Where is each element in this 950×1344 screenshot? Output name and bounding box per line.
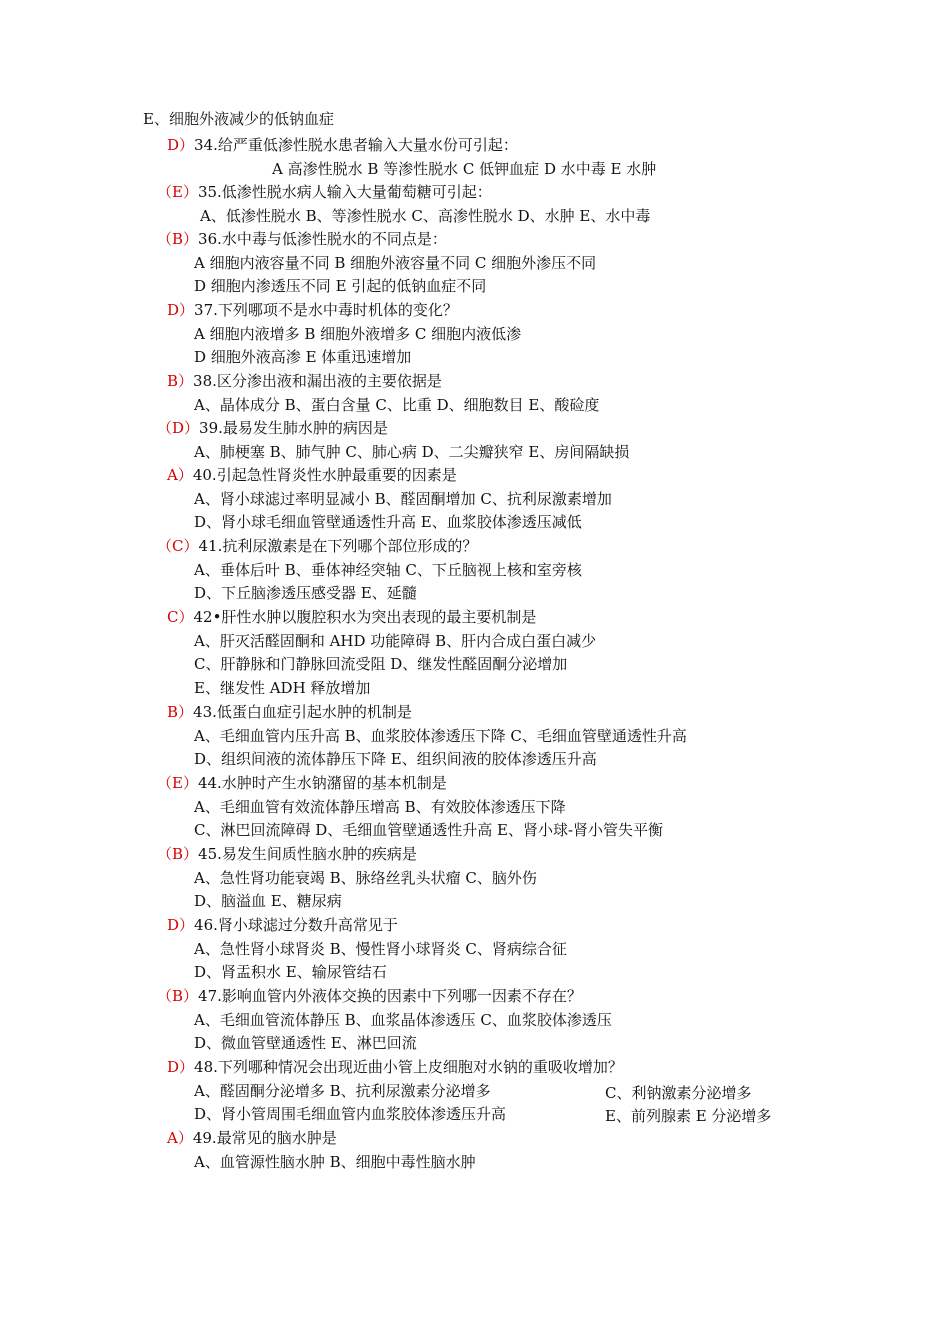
- option-line: D、组织间液的流体静压下降 E、组织间液的胶体渗透压升高: [194, 750, 597, 769]
- question-text: 39.最易发生肺水肿的病因是: [199, 419, 388, 437]
- option-line: A、晶体成分 B、蛋白含量 C、比重 D、细胞数目 E、酸硷度: [194, 395, 600, 414]
- option-line: A、肾小球滤过率明显减小 B、醛固酮增加 C、抗利尿激素增加: [194, 489, 612, 508]
- option-line: D 细胞外液高渗 E 体重迅速增加: [194, 348, 412, 367]
- answer-key: （E）: [157, 183, 198, 201]
- option-line: A、毛细血管流体静压 B、血浆晶体渗透压 C、血浆胶体渗透压: [194, 1010, 612, 1029]
- question-text: 47.影响血管内外液体交换的因素中下列哪一因素不存在？: [198, 987, 582, 1005]
- answer-key: A）: [167, 466, 193, 484]
- question-line: [167, 1128, 337, 1148]
- answer-key: D）: [167, 301, 195, 319]
- answer-key: （E）: [157, 774, 198, 792]
- option-line: A、急性肾小球肾炎 B、慢性肾小球肾炎 C、肾病综合征: [194, 939, 567, 958]
- question-text: 44.水肿时产生水钠潴留的基本机制是: [197, 774, 447, 792]
- answer-key: A）: [167, 1129, 193, 1147]
- option-line: C、肝静脉和门静脉回流受阻 D、继发性醛固酮分泌增加: [194, 655, 568, 674]
- question-text: 34.给严重低渗性脱水患者输入大量水份可引起：: [194, 136, 518, 154]
- answer-key: B）: [167, 372, 194, 390]
- intro-line: E、细胞外液减少的低钠血症: [143, 110, 334, 128]
- answer-key: D）: [167, 916, 195, 934]
- question-line: [157, 773, 447, 793]
- question-line: [167, 607, 536, 627]
- option-line: D、肾小管周围毛细血管内血浆胶体渗透压升高: [194, 1105, 507, 1124]
- answer-key: （B）: [157, 845, 199, 863]
- option-line: A、急性肾功能衰竭 B、脉络丝乳头状瘤 C、脑外伤: [194, 868, 537, 887]
- side-option-e: E、前列腺素 E 分泌增多: [605, 1107, 772, 1125]
- option-line: D、下丘脑渗透压感受器 E、延髓: [194, 584, 417, 603]
- option-line: D、肾小球毛细血管壁通透性升高 E、血浆胶体渗透压减低: [194, 513, 582, 532]
- question-text: 49.最常见的脑水肿是: [192, 1129, 337, 1147]
- question-text: 41.抗利尿激素是在下列哪个部位形成的？: [198, 537, 478, 555]
- question-line: [157, 844, 417, 864]
- option-line: D 细胞内渗透压不同 E 引起的低钠血症不同: [194, 277, 487, 296]
- question-text: 36.水中毒与低渗性脱水的不同点是：: [198, 230, 447, 248]
- option-line: A 细胞内液容量不同 B 细胞外液容量不同 C 细胞外渗压不同: [194, 253, 597, 272]
- option-line: A、低渗性脱水 B、等渗性脱水 C、高渗性脱水 D、水肿 E、水中毒: [200, 206, 651, 225]
- option-line: D、微血管壁通透性 E、淋巴回流: [194, 1034, 417, 1053]
- answer-key: B）: [167, 703, 194, 721]
- question-text: 46.肾小球滤过分数升高常见于: [194, 916, 398, 934]
- question-text: 45.易发生间质性脑水肿的疾病是: [198, 845, 417, 863]
- question-line: [167, 135, 518, 155]
- question-line: [167, 300, 458, 320]
- answer-key: （B）: [157, 230, 199, 248]
- option-line: A、毛细血管内压升高 B、血浆胶体渗透压下降 C、毛细血管壁通透性升高: [194, 726, 687, 745]
- answer-key: （C）: [157, 537, 199, 555]
- answer-key: （B）: [157, 987, 199, 1005]
- question-line: [157, 182, 492, 202]
- question-text: 38.区分渗出液和漏出液的主要依据是: [193, 372, 442, 390]
- option-line: E、继发性 ADH 释放增加: [194, 678, 371, 697]
- option-line: A 细胞内液增多 B 细胞外液增多 C 细胞内液低渗: [194, 324, 522, 343]
- question-text: 43.低蛋白血症引起水肿的机制是: [193, 703, 412, 721]
- option-line: A、血管源性脑水肿 B、细胞中毒性脑水肿: [194, 1152, 476, 1171]
- question-line: [157, 418, 388, 438]
- question-line: [157, 229, 447, 249]
- question-text: 35.低渗性脱水病人输入大量葡萄糖可引起：: [197, 183, 492, 201]
- question-text: 48.下列哪种情况会出现近曲小管上皮细胞对水钠的重吸收增加？: [194, 1058, 623, 1076]
- question-text: 37.下列哪项不是水中毒时机体的变化？: [194, 301, 458, 319]
- option-line: D、脑溢血 E、糖尿病: [194, 892, 342, 911]
- option-line: A 高渗性脱水 B 等渗性脱水 C 低钾血症 D 水中毒 E 水肿: [272, 159, 657, 178]
- option-line: C、淋巴回流障碍 D、毛细血管壁通透性升高 E、肾小球-肾小管失平衡: [194, 821, 664, 840]
- option-line: A、肺梗塞 B、肺气肿 C、肺心病 D、二尖瓣狭窄 E、房间隔缺损: [194, 442, 630, 461]
- answer-key: D）: [167, 1058, 195, 1076]
- question-text: 40.引起急性肾炎性水肿最重要的因素是: [192, 466, 457, 484]
- question-line: [167, 371, 442, 391]
- question-text: 42•肝性水肿以腹腔积水为突出表现的最主要机制是: [193, 608, 537, 626]
- answer-key: （D）: [157, 419, 200, 437]
- side-option-c: C、利钠激素分泌增多: [605, 1084, 752, 1102]
- option-line: A、垂体后叶 B、垂体神经突轴 C、下丘脑视上核和室旁核: [194, 560, 582, 579]
- question-line: [167, 1057, 623, 1077]
- option-line: A、毛细血管有效流体静压增高 B、有效胶体渗透压下降: [194, 797, 566, 816]
- option-line: A、醛固酮分泌增多 B、抗利尿激素分泌增多: [194, 1081, 491, 1100]
- question-line: [157, 986, 582, 1006]
- answer-key: D）: [167, 136, 195, 154]
- question-line: [167, 465, 457, 485]
- question-line: [167, 702, 412, 722]
- option-line: A、肝灭活醛固酮和 AHD 功能障碍 B、肝内合成白蛋白减少: [194, 631, 597, 650]
- answer-key: C）: [167, 608, 194, 626]
- question-line: [167, 915, 398, 935]
- question-line: [157, 536, 477, 556]
- option-line: D、肾盂积水 E、输尿管结石: [194, 963, 387, 982]
